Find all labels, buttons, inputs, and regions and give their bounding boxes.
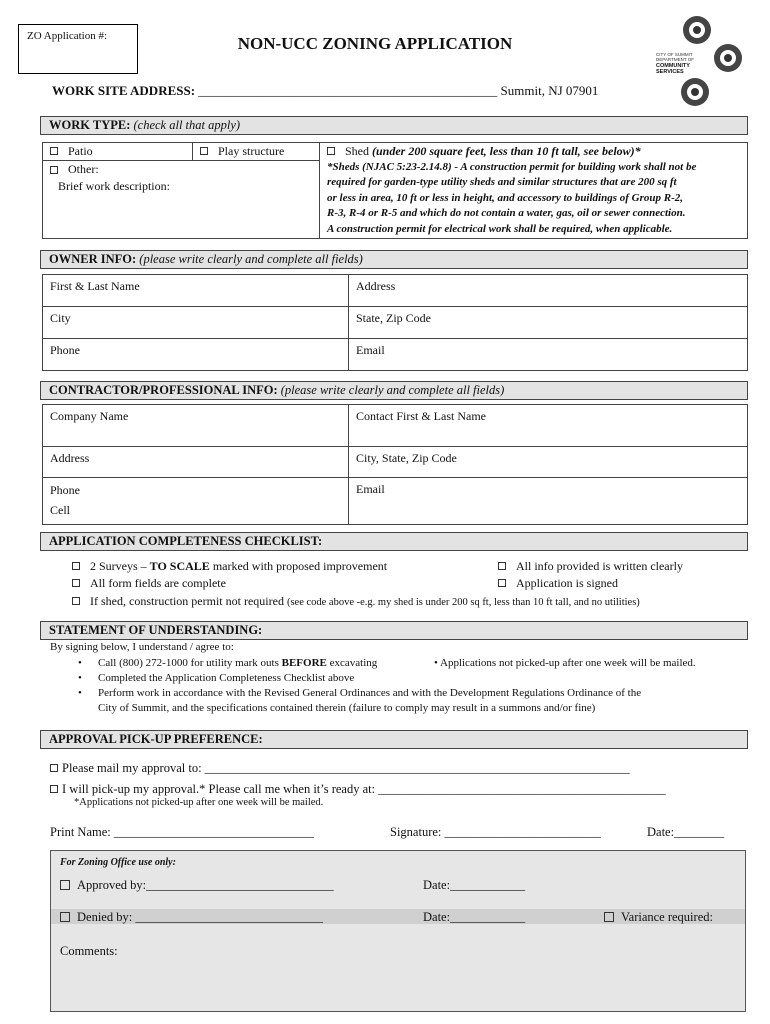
shed-permit-checkbox[interactable]: [72, 597, 80, 605]
written-clearly-checkbox[interactable]: [498, 562, 506, 570]
checklist-item-signed[interactable]: Application is signed: [498, 575, 618, 593]
play-structure-cell[interactable]: [193, 143, 320, 161]
approved-checkbox[interactable]: [60, 880, 70, 890]
play-structure-checkbox[interactable]: [200, 147, 208, 155]
mail-approval-checkbox[interactable]: [50, 764, 58, 772]
signature-field[interactable]: Signature: _________________________: [390, 825, 601, 839]
contractor-address-field[interactable]: Address: [43, 447, 349, 478]
owner-phone-field[interactable]: Phone: [43, 339, 349, 371]
print-name-field[interactable]: Print Name: ________________________________: [50, 825, 314, 839]
owner-address-field[interactable]: Address: [349, 275, 748, 307]
variance-checkbox[interactable]: [604, 912, 614, 922]
contractor-city-state-zip-field[interactable]: City, State, Zip Code: [349, 447, 748, 478]
checklist-item-written-clearly[interactable]: All info provided is written clearly: [498, 558, 683, 576]
zo-application-label: ZO Application #:: [27, 30, 108, 42]
patio-label: Patio: [68, 144, 93, 158]
other-checkbox[interactable]: [50, 166, 58, 174]
pickup-note: *Applications not picked-up after one week will be mailed.: [74, 797, 324, 808]
shed-note: (under 200 square feet, less than 10 ft tall, see below)*: [372, 144, 641, 158]
shed-rule-line-3: or less in area, 10 ft or less in height, and accessory to buildings of Group R-2,: [327, 191, 684, 204]
city-logo: [650, 12, 750, 108]
pickup-approval-option[interactable]: I will pick-up my approval.* Please call me when it’s ready at: ______________________________________________: [50, 782, 666, 797]
statement-item-ordinances: • Perform work in accordance with the Revised General Ordinances and with the Development Regulations Ordinance of the City of Summit, and the specifications contained therein (failure to comply may result in a summons and/or fine): [78, 687, 642, 714]
other-cell[interactable]: [43, 161, 320, 239]
comments-field[interactable]: Comments:: [60, 944, 118, 958]
owner-info-table: [42, 274, 748, 371]
brief-description-label: Brief work description:: [58, 179, 170, 194]
owner-email-field[interactable]: Email: [349, 339, 748, 371]
contractor-phone-cell-field[interactable]: Phone Cell: [43, 478, 349, 525]
shed-rule-line-5: A construction permit for electrical work shall be required, when applicable.: [327, 222, 673, 235]
shed-cell[interactable]: [320, 143, 748, 239]
checklist-item-shed-permit[interactable]: If shed, construction permit not required (see code above -e.g. my shed is under 200 sq ft, less than 10 ft tall, and no utilities): [72, 593, 640, 612]
shed-rule-line-2: required for garden-type utility sheds and similar structures that are 200 sq ft: [327, 176, 677, 188]
signed-checkbox[interactable]: [498, 579, 506, 587]
shed-label: Shed: [345, 144, 369, 158]
shed-rule-line-1: *Sheds (NJAC 5:23-2.14.8) - A construction permit for building work shall not be: [327, 160, 697, 173]
owner-info-heading: OWNER INFO: (please write clearly and complete all fields): [40, 250, 748, 269]
logo-text-2: DEPARTMENT OF: [656, 57, 695, 62]
other-label: Other:: [68, 162, 99, 177]
fields-complete-checkbox[interactable]: [72, 579, 80, 587]
work-site-address-label: WORK SITE ADDRESS:: [52, 83, 196, 98]
work-site-town: Summit, NJ 07901: [500, 83, 599, 98]
contractor-company-field[interactable]: Company Name: [43, 405, 349, 447]
surveys-checkbox[interactable]: [72, 562, 80, 570]
contractor-email-field[interactable]: Email: [349, 478, 748, 525]
patio-cell[interactable]: [43, 143, 193, 161]
statement-item-utility: • Call (800) 272-1000 for utility mark outs BEFORE excavating • Applications not picked-up after one week will be mailed.: [78, 657, 696, 669]
contractor-contact-field[interactable]: Contact First & Last Name: [349, 405, 748, 447]
owner-city-field[interactable]: City: [43, 307, 349, 339]
work-site-address-blank: ______________________________________________: [198, 83, 498, 98]
checklist-item-fields-complete[interactable]: All form fields are complete: [72, 575, 226, 593]
statement-item-checklist: • Completed the Application Completeness Checklist above: [78, 672, 355, 684]
work-site-address-line[interactable]: [52, 83, 598, 99]
work-type-table: [42, 142, 748, 239]
logo-text-4: SERVICES: [656, 69, 684, 75]
pickup-approval-checkbox[interactable]: [50, 785, 58, 793]
approved-by-field[interactable]: Approved by:______________________________: [60, 878, 334, 893]
shed-rule-line-4: R-3, R-4 or R-5 and which do not contain a water, gas, oil or sewer connection.: [327, 207, 686, 219]
page-title: NON-UCC ZONING APPLICATION: [237, 34, 513, 53]
statement-pickup-note: Applications not picked-up after one week will be mailed.: [440, 657, 696, 669]
shed-checkbox[interactable]: [327, 147, 335, 155]
owner-name-field[interactable]: First & Last Name: [43, 275, 349, 307]
variance-required-field[interactable]: Variance required:: [604, 910, 713, 925]
contractor-info-heading: CONTRACTOR/PROFESSIONAL INFO: (please write clearly and complete all fields): [40, 381, 748, 400]
approval-heading: APPROVAL PICK-UP PREFERENCE:: [40, 730, 748, 749]
checklist-heading: APPLICATION COMPLETENESS CHECKLIST:: [40, 532, 748, 551]
work-type-heading: WORK TYPE: (check all that apply): [40, 116, 748, 135]
statement-intro: By signing below, I understand / agree to:: [50, 641, 234, 653]
play-structure-label: Play structure: [218, 144, 285, 158]
patio-checkbox[interactable]: [50, 147, 58, 155]
office-use-box: [50, 850, 746, 1012]
contractor-info-table: [42, 404, 748, 525]
statement-list: [48, 656, 748, 716]
owner-state-zip-field[interactable]: State, Zip Code: [349, 307, 748, 339]
denied-checkbox[interactable]: [60, 912, 70, 922]
date-field[interactable]: Date:________: [647, 825, 725, 839]
denied-date-field[interactable]: Date:____________: [423, 910, 526, 924]
approved-date-field[interactable]: Date:____________: [423, 878, 526, 892]
logo-text-3: COMMUNITY: [656, 63, 690, 69]
statement-heading: STATEMENT OF UNDERSTANDING:: [40, 621, 748, 640]
mail-approval-option[interactable]: Please mail my approval to: ____________________________________________________________________: [50, 761, 630, 776]
office-use-title: For Zoning Office use only:: [60, 857, 176, 868]
logo-text-1: CITY OF SUMMIT: [656, 52, 693, 57]
denied-by-field[interactable]: Denied by: ______________________________: [60, 910, 323, 925]
checklist-item-surveys[interactable]: 2 Surveys – TO SCALE marked with proposed improvement: [72, 558, 387, 576]
